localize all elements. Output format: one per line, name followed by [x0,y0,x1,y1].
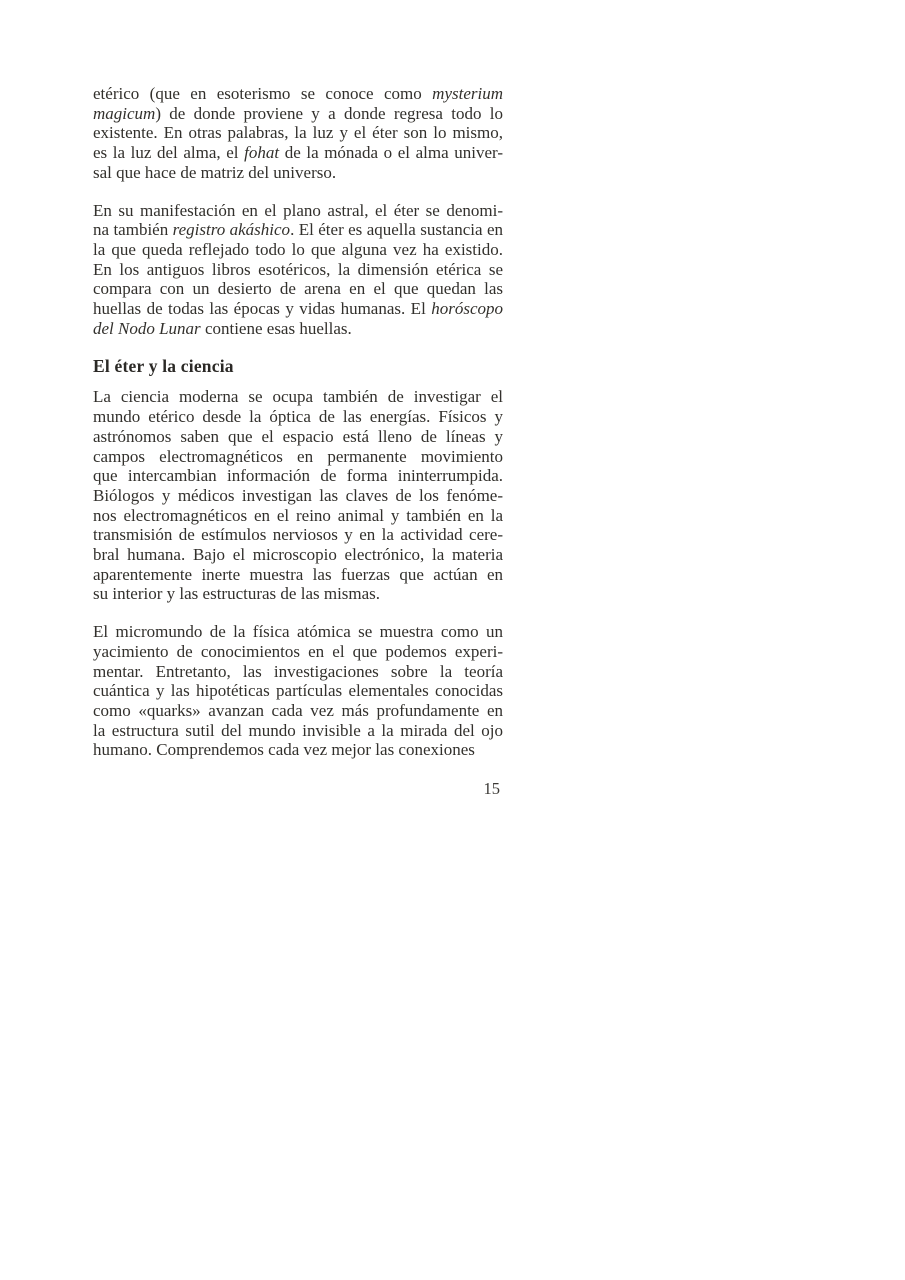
text-run: campos electromagnéticos en permanente movimiento [93,446,503,466]
text-run: la que queda reflejado todo lo que alguna vez ha existido. [93,239,503,259]
text-run: que intercambian información de forma ininterrumpida. [93,466,503,486]
italic-term: registro akáshico [172,220,291,240]
text-column [93,84,503,799]
text-line [93,486,503,506]
text-line [93,319,503,339]
text-line [93,240,503,260]
paragraph-akashic-record [93,201,503,339]
text-run: ) de donde proviene y a donde regresa todo lo [155,103,503,123]
paragraph-modern-science [93,387,503,604]
text-run: la estructura sutil del mundo invisible a la mirada del ojo [93,720,503,740]
paragraph-ether-origin [93,84,503,183]
text-line [93,260,503,280]
text-run: es la luz del alma, el [93,143,245,163]
text-line [93,565,503,585]
section-heading: El éter y la ciencia [93,356,234,377]
text-run: En los antiguos libros esotéricos, la dimensión etérica se [93,259,503,279]
text-line [93,466,503,486]
text-run: Biólogos y médicos investigan las claves de los fenóme- [93,485,503,505]
italic-term: horóscopo [431,299,503,319]
text-run: na también [93,220,173,240]
text-run: nos electromagnéticos en el reino animal y también en la [93,505,503,525]
text-line [93,525,503,545]
text-run: contiene esas huellas. [200,318,352,338]
text-line [93,622,503,642]
text-run: mentar. Entretanto, las investigaciones sobre la teoría [93,661,503,681]
text-run: huellas de todas las épocas y vidas humanas. El [93,299,432,319]
text-run: yacimiento de conocimientos en el que podemos experi- [93,641,503,661]
text-line [93,123,503,143]
text-run: . El éter es aquella sustancia en [290,220,503,240]
text-line [93,740,503,760]
text-line [93,143,503,163]
text-run: En su manifestación en el plano astral, el éter se denomi- [93,200,503,220]
italic-term: del Nodo Lunar [93,318,201,338]
text-run: su interior y las estructuras de las mismas. [93,584,381,604]
text-line [93,447,503,467]
text-line [93,584,503,604]
text-run: etérico (que en esoterismo se conoce como [93,84,433,103]
text-line [93,427,503,447]
text-line [93,201,503,221]
text-run: como «quarks» avanzan cada vez más profundamente en [93,700,503,720]
text-line [93,387,503,407]
italic-term: fohat [244,143,280,163]
text-run: existente. En otras palabras, la luz y el éter son lo mismo, [93,123,503,143]
text-line [93,545,503,565]
italic-term: mysterium [432,84,503,103]
text-line [93,104,503,124]
text-run: de la mónada o el alma univer- [279,143,503,163]
text-run: sal que hace de matriz del universo. [93,162,337,182]
text-run: bral humana. Bajo el microscopio electrónico, la materia [93,545,503,565]
text-run: aparentemente inerte muestra las fuerzas que actúan en [93,564,503,584]
text-line [93,721,503,741]
text-run: humano. Comprendemos cada vez mejor las conexiones [93,740,475,760]
italic-term: magicum [93,103,156,123]
text-line [93,681,503,701]
page-number: 15 [483,779,500,799]
text-run: compara con un desierto de arena en el que quedan las [93,279,503,299]
text-run: El micromundo de la física atómica se muestra como un [93,622,503,642]
text-line [93,84,503,104]
text-line [93,642,503,662]
text-run: transmisión de estímulos nerviosos y en la actividad cere- [93,525,503,545]
text-line [93,506,503,526]
text-line [93,407,503,427]
text-line [93,163,503,183]
text-line [93,220,503,240]
text-run: mundo etérico desde la óptica de las energías. Físicos y [93,407,503,427]
text-line [93,662,503,682]
paragraph-atomic-physics [93,622,503,760]
text-line [93,701,503,721]
text-line [93,279,503,299]
text-run: cuántica y las hipotéticas partículas elementales conocidas [93,681,503,701]
text-line [93,299,503,319]
text-run: La ciencia moderna se ocupa también de investigar el [93,387,503,407]
text-run: astrónomos saben que el espacio está lleno de líneas y [93,426,503,446]
